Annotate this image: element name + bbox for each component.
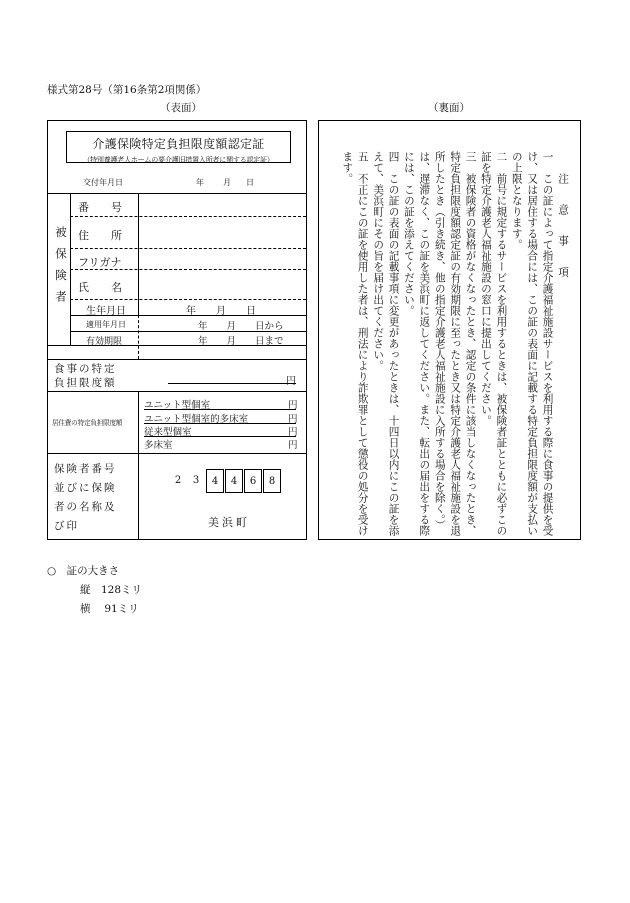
meal-yen: 円 — [286, 376, 296, 387]
issue-date-label: 交付年月日 — [83, 178, 123, 187]
number-label: 番 号 — [78, 201, 122, 214]
insurer-name: 美浜町 — [208, 516, 250, 529]
size-note-height: 縦 128ミリ — [80, 584, 143, 596]
insured-label: 被保険者 — [54, 226, 68, 312]
title-box — [66, 131, 291, 163]
issue-month-unit: 月 — [223, 178, 231, 187]
front-card — [47, 120, 307, 540]
back-side-label: （裏面） — [428, 102, 470, 114]
validity-value: 年 月 日まで — [198, 336, 284, 347]
back-card — [318, 120, 581, 540]
note-item-4: 四 この証の表面の記載事項に変更があったときは、十四日以内にこの証を添えて、美浜町にその旨を届け出てください。 — [372, 151, 400, 536]
insurer-label-4: び印 — [54, 520, 79, 532]
applicable-date-label: 適用年月日 — [86, 320, 126, 329]
front-side-label: （表面） — [160, 102, 202, 114]
address-label: 住 所 — [78, 229, 122, 242]
residence-yen: 円 — [288, 440, 298, 451]
insurer-digit: 4 — [206, 469, 224, 493]
residence-yen: 円 — [288, 414, 298, 425]
residence-label: 居住費の特定負担限度額 — [52, 419, 123, 427]
residence-yen: 円 — [288, 427, 298, 438]
certificate-title: 介護保険特定負担限度額認定証 — [92, 137, 265, 151]
meal-label-line1: 食事の特定 — [54, 363, 117, 375]
meal-label-line2: 負担限度額 — [54, 377, 117, 389]
insurer-label-2: 並びに保険 — [54, 482, 117, 494]
furigana-label: フリガナ — [78, 256, 122, 269]
birthdate-label: 生年月日 — [86, 306, 126, 317]
notes-heading: 注 意 事 項 — [557, 173, 569, 283]
insurer-label-1: 保険者番号 — [54, 463, 117, 475]
residence-row-unit-private: ユニット型個室 — [144, 400, 211, 411]
residence-row-conventional: 従来型個室 — [144, 427, 192, 438]
insurer-digit: 2 — [174, 475, 182, 486]
birthdate-units: 年 月 日 — [186, 306, 256, 317]
form-number: 様式第28号（第16条第2項関係） — [47, 84, 207, 96]
note-item-1: 一 この証によって指定介護福祉施設サービスを利用する際に食事の提供を受け、又は居住する場合には、この証の表面に記載する特定負担限度額が支払いの上限となります。 — [510, 151, 554, 536]
issue-year-unit: 年 — [196, 178, 204, 187]
notes-text — [339, 151, 570, 541]
applicable-date-value: 年 月 日から — [198, 321, 284, 332]
size-note-width: 横 91ミリ — [80, 603, 139, 615]
note-item-2: 二 前号に規定するサービスを利用するときは、被保険者証とともに必ずこの証を特定介護老人福祉施設の窓口に提出してください。 — [479, 151, 508, 536]
insurer-number-boxes — [169, 469, 281, 493]
note-item-5: 五 不正にこの証を使用した者は、刑法により詐欺罪として懲役の処分を受けます。 — [341, 151, 369, 536]
insurer-digit: 3 — [192, 475, 200, 486]
residence-row-multi: 多床室 — [144, 440, 173, 451]
note-item-3: 三 被保険者の資格がなくなったとき、認定の条件に該当しなくなったとき、特定負担限度額認定証の有効期限に至ったとき又は特定介護老人福祉施設を退所したとき（引き続き、他の指定介護老人福祉施設に入所する場合を除く。）は、遅滞なく、この証を美浜町に返してください。また、転出の届出をする際には、この証を添えてください。 — [402, 151, 477, 536]
issue-day-unit: 日 — [246, 178, 254, 187]
insurer-digit: 8 — [263, 469, 281, 493]
residence-yen: 円 — [288, 400, 298, 411]
size-note-title: ○ 証の大きさ — [47, 565, 120, 577]
residence-row-unit-semi: ユニット型個室的多床室 — [144, 414, 249, 425]
name-label: 氏 名 — [78, 281, 122, 294]
insurer-digit: 4 — [225, 469, 243, 493]
certificate-subtitle: （特別養護老人ホームの要介護旧措置入所者に関する認定証） — [83, 156, 274, 164]
insurer-label-3: 者の名称及 — [54, 501, 117, 513]
validity-label: 有効期限 — [86, 337, 123, 347]
insurer-digit: 6 — [244, 469, 262, 493]
